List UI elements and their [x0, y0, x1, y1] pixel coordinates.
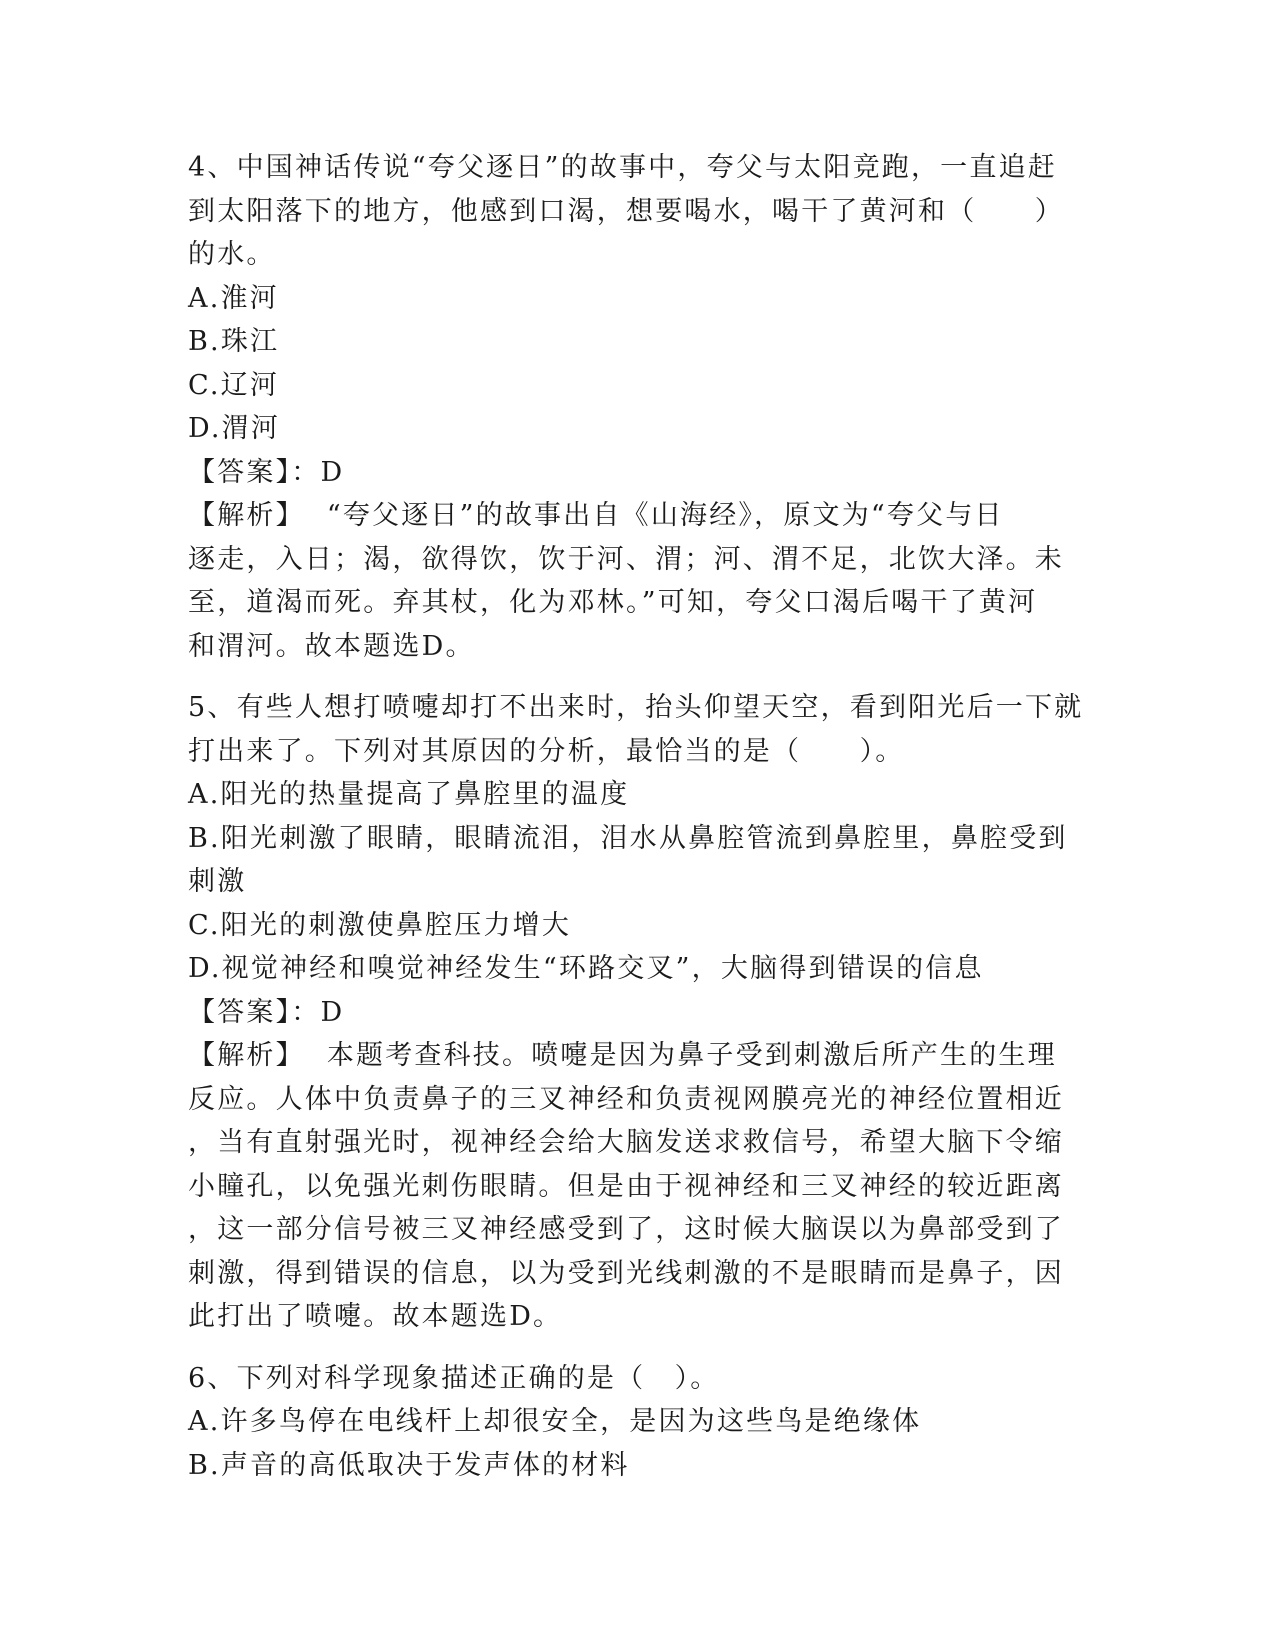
- analysis-line: 至，道渴而死。弃其杖，化为邓林。”可知，夸父口渴后喝干了黄河: [188, 587, 1038, 618]
- answer-line: 【答案】：D: [188, 456, 345, 488]
- analysis-line: 刺激，得到错误的信息，以为受到光线刺激的不是眼睛而是鼻子，因: [188, 1257, 1064, 1289]
- answer-line: 【答案】：D: [188, 996, 345, 1028]
- option-b-continued: 刺激: [188, 866, 247, 897]
- option-a: A.许多鸟停在电线杆上却很安全，是因为这些鸟是绝缘体: [188, 1406, 922, 1437]
- option-b: B.珠江: [188, 326, 280, 357]
- analysis-first-line: [188, 1034, 1088, 1078]
- option-d: D.视觉神经和嗅觉神经发生“环路交叉”，大脑得到错误的信息: [188, 953, 984, 984]
- analysis-text: 本题考查科技。喷嚏是因为鼻子受到刺激后所产生的生理: [326, 1040, 1057, 1071]
- analysis-line: 此打出了喷嚏。故本题选D。: [188, 1301, 563, 1332]
- option-b: B.阳光刺激了眼睛，眼睛流泪，泪水从鼻腔管流到鼻腔里，鼻腔受到: [188, 822, 1068, 854]
- option-b: B.声音的高低取决于发声体的材料: [188, 1449, 630, 1481]
- option-a: A.阳光的热量提高了鼻腔里的温度: [188, 779, 630, 810]
- question-stem-line: 打出来了。下列对其原因的分析，最恰当的是（ ）。: [188, 735, 905, 767]
- analysis-line: 反应。人体中负责鼻子的三叉神经和负责视网膜亮光的神经位置相近: [188, 1083, 1064, 1115]
- question-6: [188, 1357, 1088, 1488]
- analysis-line: 和渭河。故本题选D。: [188, 630, 475, 662]
- question-5: [188, 686, 1088, 1339]
- analysis-line: ，这一部分信号被三叉神经感受到了，这时候大脑误以为鼻部受到了: [188, 1214, 1064, 1245]
- question-stem-line: 的水。: [188, 239, 276, 270]
- option-d: D.渭河: [188, 413, 281, 444]
- question-stem-line: 到太阳落下的地方，他感到口渴，想要喝水，喝干了黄河和（ ）: [188, 195, 1064, 227]
- question-stem-line: 6、下列对科学现象描述正确的是（ ）。: [188, 1362, 720, 1394]
- question-stem-line: 4、中国神话传说“夸父逐日”的故事中，夸父与太阳竞跑，一直追赶: [188, 152, 1057, 183]
- option-a: A.淮河: [188, 282, 279, 314]
- analysis-line: 小瞳孔，以免强光刺伤眼睛。但是由于视神经和三叉神经的较近距离: [188, 1170, 1064, 1202]
- question-list: [188, 146, 1088, 1487]
- analysis-text: “夸父逐日”的故事出自《山海经》，原文为“夸父与日: [326, 500, 1004, 531]
- question-stem-line: 5、有些人想打喷嚏却打不出来时，抬头仰望天空，看到阳光后一下就: [188, 692, 1084, 723]
- analysis-label: 【解析】: [188, 1040, 305, 1071]
- analysis-first-line: [188, 494, 1088, 538]
- analysis-label: 【解析】: [188, 500, 305, 531]
- option-c: C.辽河: [188, 369, 280, 401]
- analysis-line: ，当有直射强光时，视神经会给大脑发送求救信号，希望大脑下令缩: [188, 1127, 1064, 1158]
- option-c: C.阳光的刺激使鼻腔压力增大: [188, 909, 572, 941]
- question-4: [188, 146, 1088, 668]
- analysis-line: 逐走，入日；渴，欲得饮，饮于河、渭；河、渭不足，北饮大泽。未: [188, 543, 1064, 575]
